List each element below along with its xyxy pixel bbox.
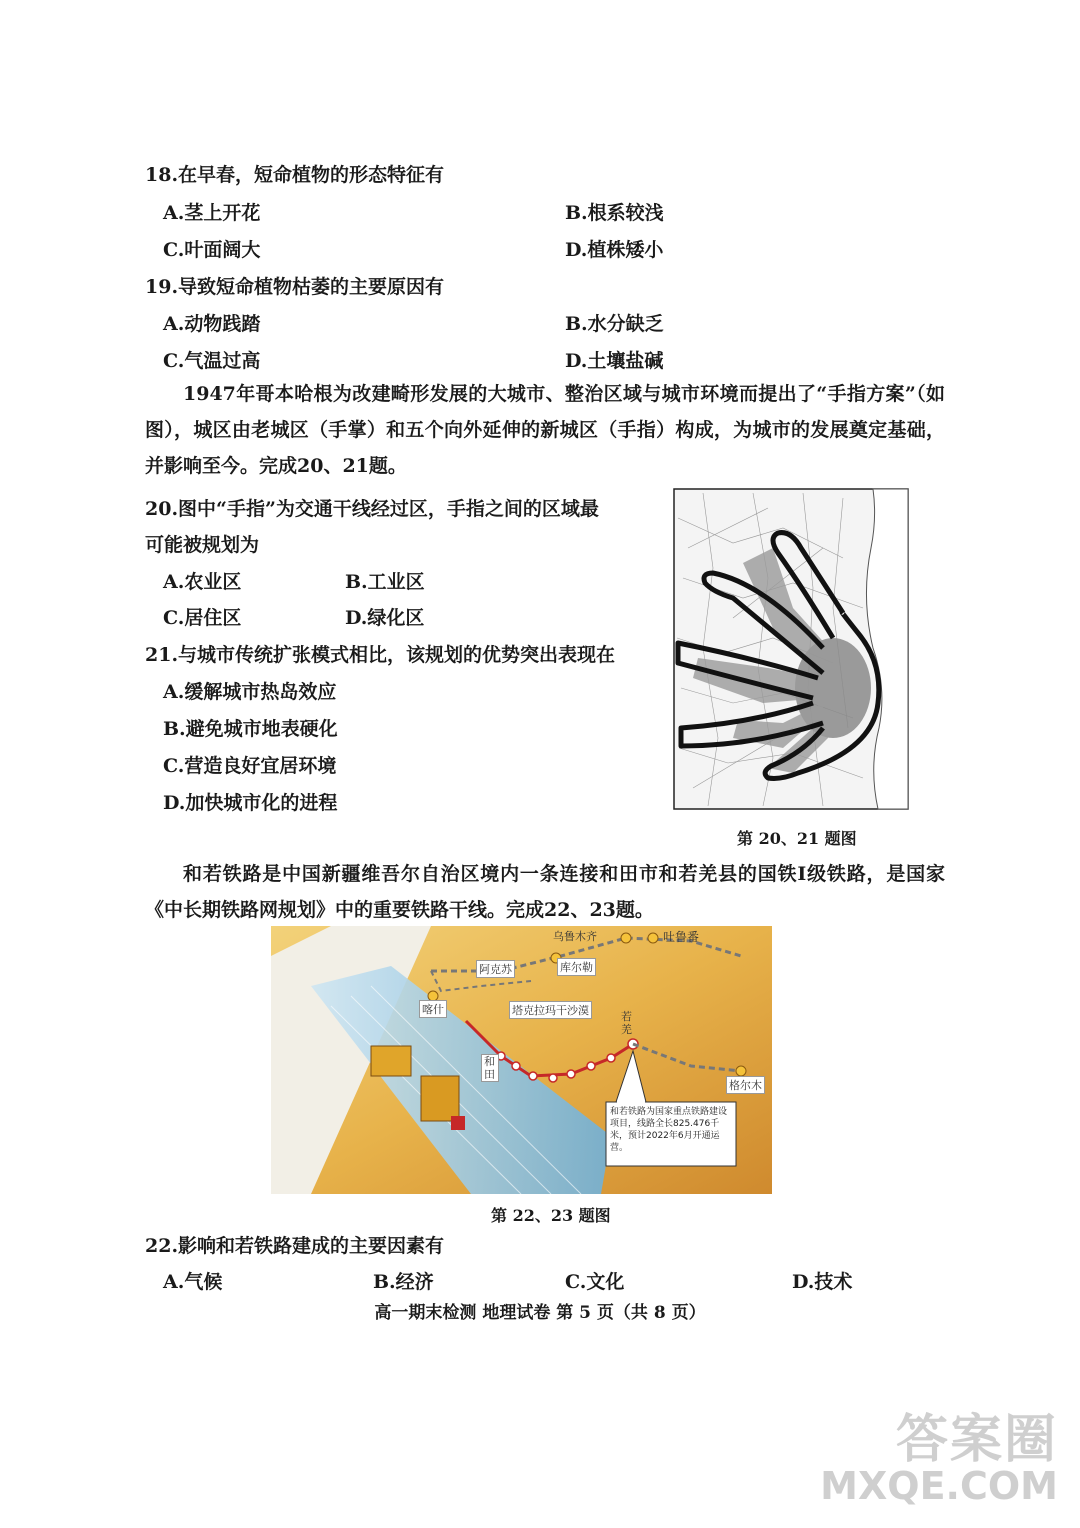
figure-22-23-caption: 第 22、23 题图 <box>491 1206 611 1225</box>
q18-option-b: B.根系较浅 <box>565 202 664 224</box>
finger-plan-map-svg <box>673 488 909 810</box>
passage-hotan-ruoqiang <box>145 856 945 928</box>
watermark-url: MXQE.COM <box>820 1464 1058 1508</box>
q18-option-c: C.叶面阔大 <box>163 239 261 261</box>
question-21-stem: 21.与城市传统扩张模式相比，该规划的优势突出表现在 <box>145 644 616 666</box>
question-22-stem: 22.影响和若铁路建成的主要因素有 <box>145 1235 445 1257</box>
label-ruoqiang: 若羌 <box>621 1010 632 1036</box>
q20-option-c: C.居住区 <box>163 607 242 629</box>
q20-option-d: D.绿化区 <box>345 607 425 629</box>
question-20-stem-line1: 20.图中“手指”为交通干线经过区，手指之间的区域最 <box>145 498 599 520</box>
q21-option-d: D.加快城市化的进程 <box>163 792 338 814</box>
railway-note: 和若铁路为国家重点铁路建设项目，线路全长825.476千米，预计2022年6月开通运营。 <box>610 1107 728 1153</box>
label-desert: 塔克拉玛干沙漠 <box>509 1001 592 1019</box>
figure-20-21-caption: 第 20、21 题图 <box>737 829 857 848</box>
question-19-stem: 19.导致短命植物枯萎的主要原因有 <box>145 276 445 298</box>
passage-copenhagen <box>145 376 945 484</box>
q19-option-d: D.土壤盐碱 <box>565 350 664 372</box>
question-18-stem: 18.在早春，短命植物的形态特征有 <box>145 164 445 186</box>
q21-option-a: A.缓解城市热岛效应 <box>163 681 337 703</box>
passage-hotan-ruoqiang-text: 和若铁路是中国新疆维吾尔自治区境内一条连接和田市和若羌县的国铁Ⅰ级铁路，是国家《中长期铁路网规划》中的重要铁路干线。完成22、23题。 <box>145 863 945 921</box>
label-aksu: 阿克苏 <box>476 960 515 978</box>
label-korla: 库尔勒 <box>557 958 596 976</box>
railway-map-figure <box>271 926 772 1194</box>
label-turpan: 吐鲁番 <box>663 930 700 944</box>
q19-option-c: C.气温过高 <box>163 350 261 372</box>
q18-option-a: A.茎上开花 <box>163 202 261 224</box>
q20-option-a: A.农业区 <box>163 571 242 593</box>
label-kashgar: 喀什 <box>419 1000 447 1018</box>
q21-option-c: C.营造良好宜居环境 <box>163 755 337 777</box>
q19-option-a: A.动物践踏 <box>163 313 261 335</box>
question-20-stem-line2: 可能被规划为 <box>145 534 260 556</box>
q21-option-b: B.避免城市地表硬化 <box>163 718 338 740</box>
watermark <box>820 1397 1058 1508</box>
q18-option-d: D.植株矮小 <box>565 239 664 261</box>
page-footer: 高一期末检测 地理试卷 第 5 页（共 8 页） <box>374 1303 706 1323</box>
q22-option-b: B.经济 <box>373 1271 434 1293</box>
finger-plan-map <box>673 488 909 810</box>
q22-option-d: D.技术 <box>792 1271 853 1293</box>
label-hotan: 和田 <box>481 1054 499 1082</box>
q22-option-a: A.气候 <box>163 1271 223 1293</box>
label-golmud: 格尔木 <box>726 1076 765 1094</box>
q20-option-b: B.工业区 <box>345 571 425 593</box>
passage-copenhagen-text: 1947年哥本哈根为改建畸形发展的大城市、整治区域与城市环境而提出了“手指方案”（如图），城区由老城区（手掌）和五个向外延伸的新城区（手指）构成，为城市的发展奠定基础，并影响至今。完成20、21题。 <box>145 383 945 477</box>
watermark-logo: 答案圈 <box>895 1410 1058 1470</box>
label-urumqi: 乌鲁木齐 <box>553 930 597 943</box>
q19-option-b: B.水分缺乏 <box>565 313 664 335</box>
q22-option-c: C.文化 <box>565 1271 625 1293</box>
